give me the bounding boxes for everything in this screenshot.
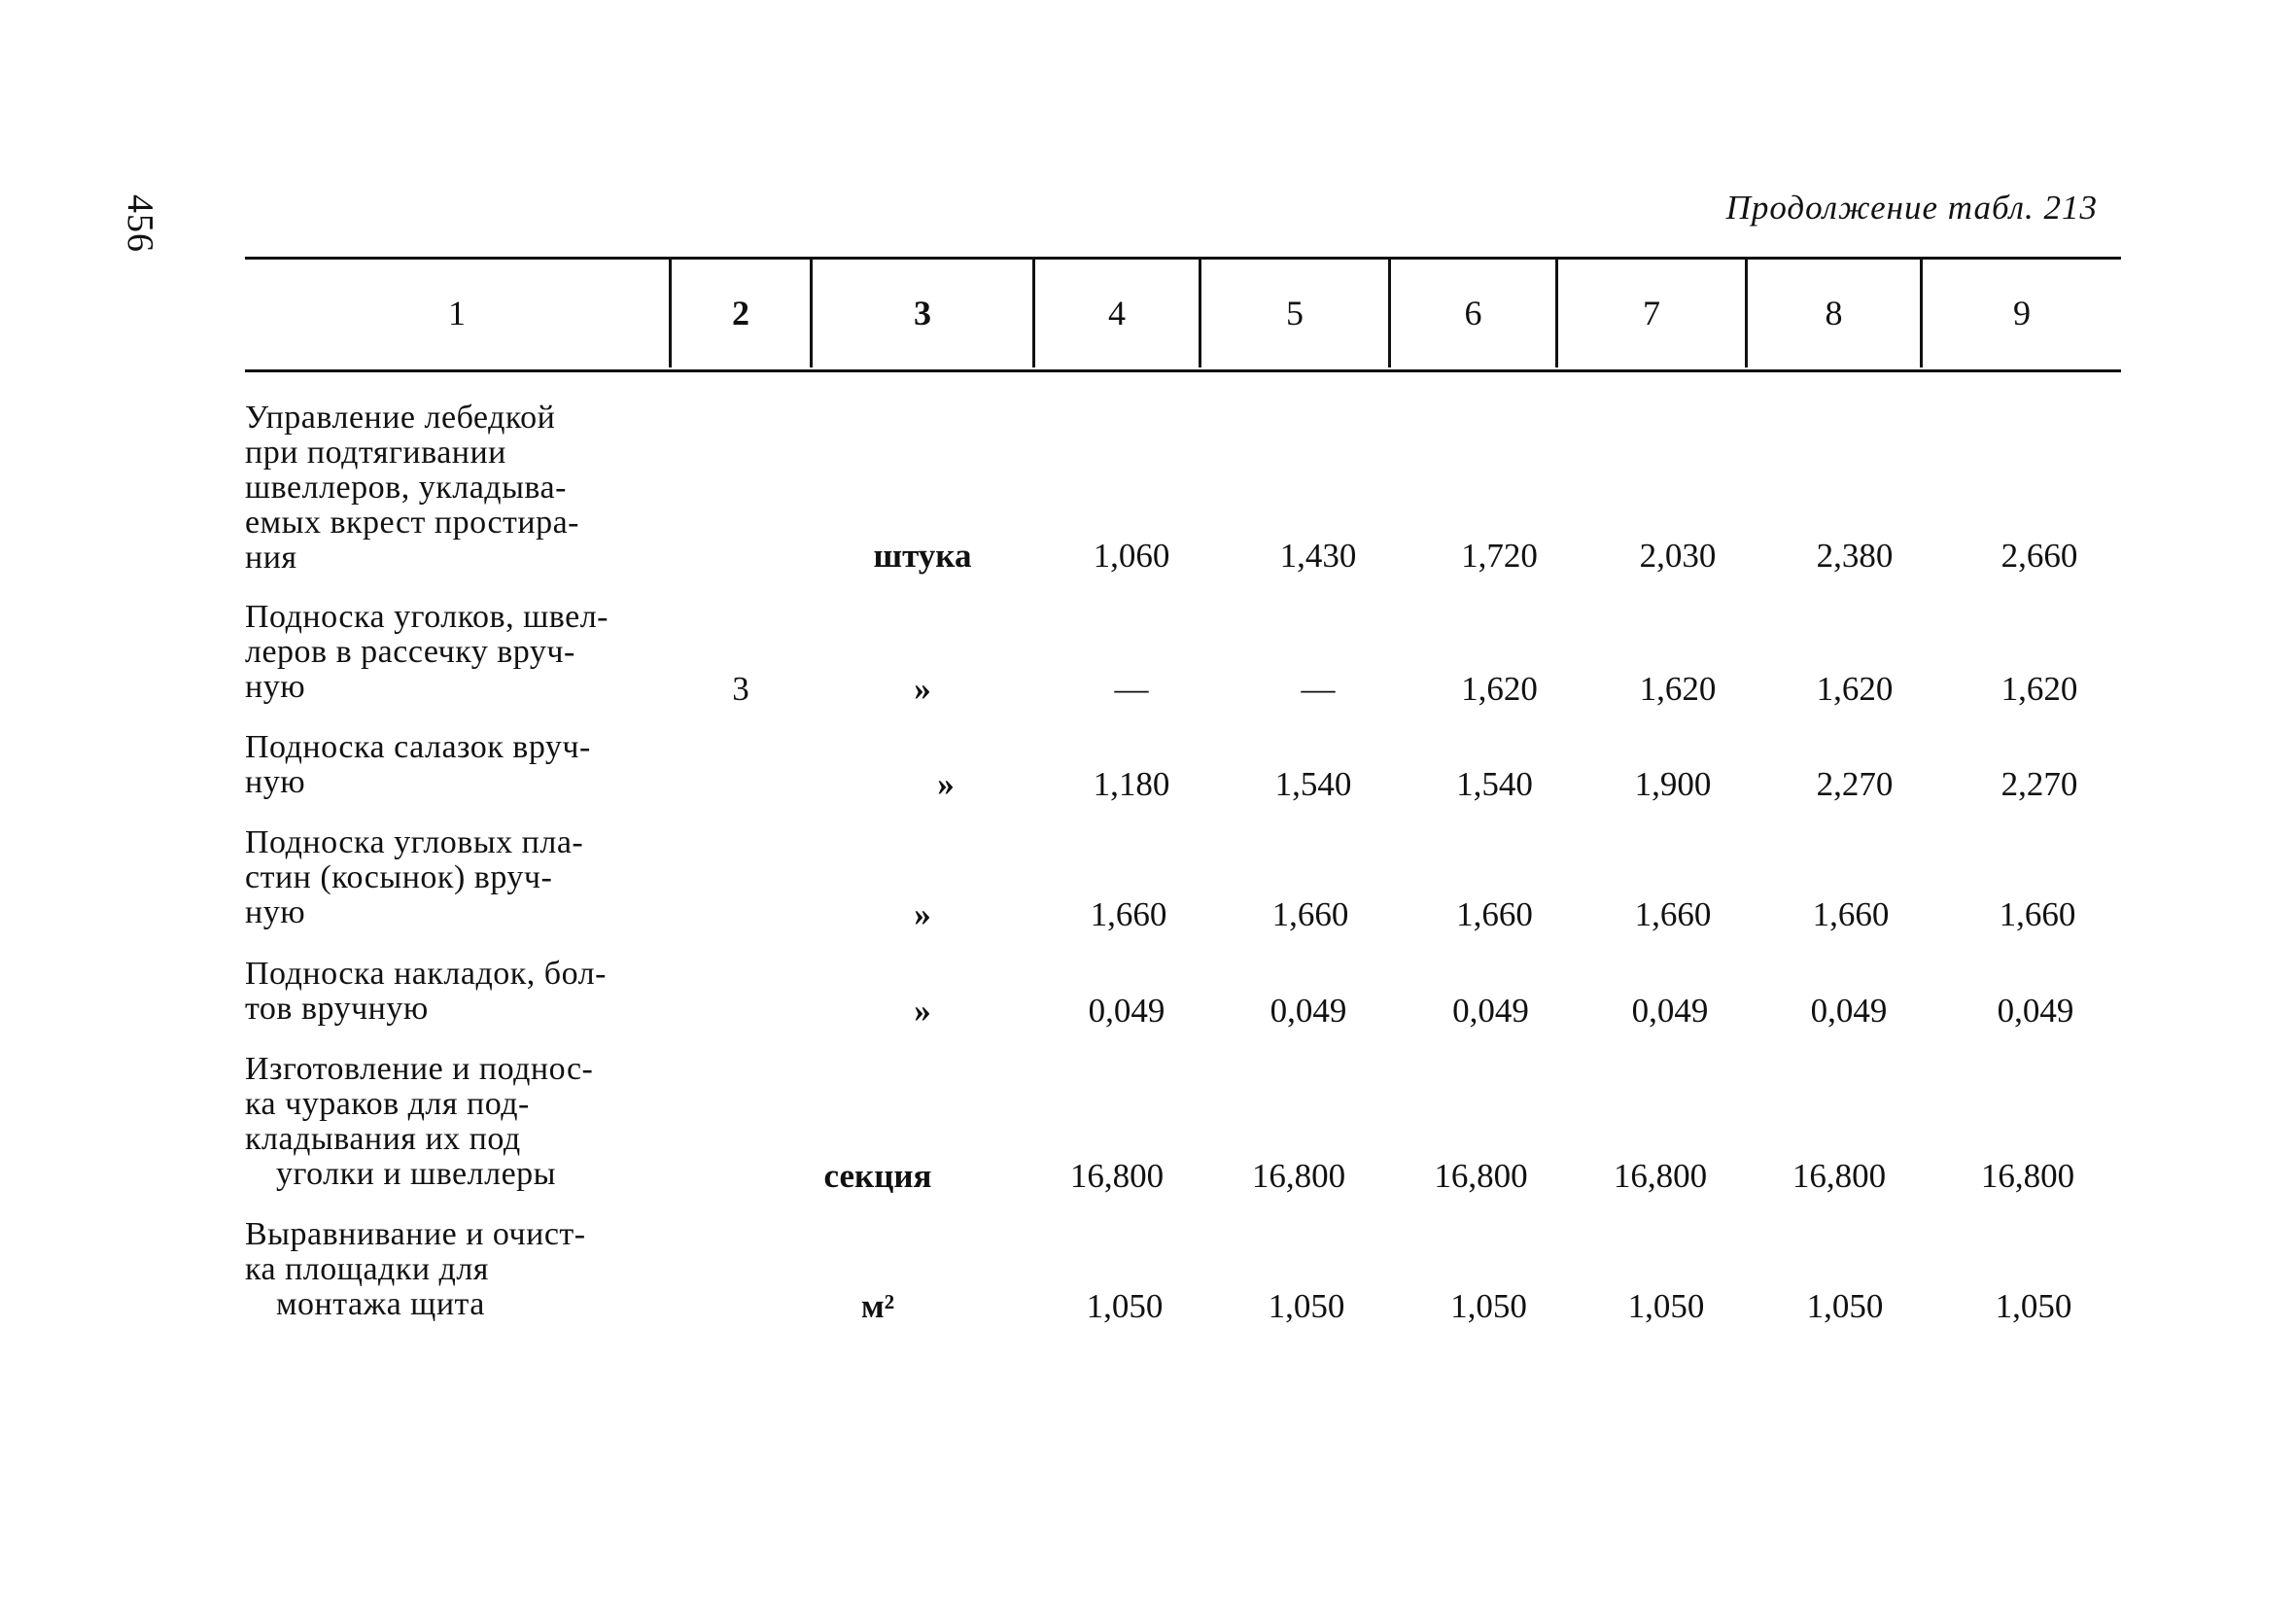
row-value-9: 2,270 — [2000, 765, 2078, 803]
row-value-9: 2,660 — [2000, 537, 2078, 575]
row-value-4: 1,050 — [1086, 1287, 1164, 1325]
column-header-7: 7 — [1643, 294, 1660, 332]
row-value-6: 1,620 — [1461, 670, 1538, 708]
table-header-rule — [245, 369, 2121, 372]
row-value-7: 16,800 — [1613, 1157, 1708, 1195]
row-description: Выравнивание и очист- ка площадки для монтажа щита — [245, 1216, 586, 1322]
column-header-5: 5 — [1286, 294, 1304, 332]
row-value-7: 1,050 — [1627, 1287, 1705, 1325]
row-value-8: 1,050 — [1806, 1287, 1884, 1325]
row-value-4: — — [1114, 670, 1149, 708]
row-unit: » — [914, 670, 931, 708]
row-value-5: — — [1301, 670, 1336, 708]
row-unit: штука — [873, 537, 972, 575]
row-value-6: 16,800 — [1434, 1157, 1528, 1195]
table-continuation-title: Продолжение табл. 213 — [1725, 189, 2098, 227]
row-value-4: 1,060 — [1093, 537, 1170, 575]
row-value-5: 1,540 — [1274, 765, 1352, 803]
column-header-4: 4 — [1108, 294, 1126, 332]
row-unit: » — [937, 765, 955, 803]
row-value-8: 1,660 — [1812, 895, 1890, 933]
row-description: Управление лебедкой при подтягивании швеллеров, укладыва- емых вкрест простира- ния — [245, 400, 580, 576]
row-unit: секция — [823, 1157, 932, 1195]
row-description: Изготовление и поднос- ка чураков для под- кладывания их под уголки и швеллеры — [245, 1051, 594, 1192]
row-value-8: 1,620 — [1816, 670, 1894, 708]
row-value-7: 1,620 — [1639, 670, 1717, 708]
row-value-5: 0,049 — [1270, 992, 1347, 1030]
column-header-1: 1 — [448, 294, 466, 332]
row-value-9: 1,620 — [2000, 670, 2078, 708]
row-value-5: 1,660 — [1271, 895, 1349, 933]
row-col2: 3 — [732, 670, 749, 708]
row-description: Подноска накладок, бол- тов вручную — [245, 956, 607, 1027]
column-header-9: 9 — [2013, 294, 2031, 332]
row-value-9: 1,050 — [1995, 1287, 2072, 1325]
row-value-9: 0,049 — [1997, 992, 2074, 1030]
row-unit: » — [914, 895, 931, 933]
column-header-6: 6 — [1464, 294, 1482, 332]
row-value-6: 1,720 — [1461, 537, 1538, 575]
row-value-6: 0,049 — [1452, 992, 1529, 1030]
row-value-7: 0,049 — [1631, 992, 1709, 1030]
page-number: 456 — [120, 194, 160, 253]
row-unit: м² — [860, 1287, 895, 1325]
column-header-3: 3 — [914, 294, 931, 332]
row-value-6: 1,050 — [1450, 1287, 1527, 1325]
row-value-9: 1,660 — [1999, 895, 2076, 933]
row-value-8: 16,800 — [1792, 1157, 1887, 1195]
row-value-5: 1,050 — [1268, 1287, 1345, 1325]
row-value-8: 2,270 — [1816, 765, 1894, 803]
row-description: Подноска уголков, швел- леров в рассечку вруч- ную — [245, 599, 609, 705]
row-value-5: 1,430 — [1279, 537, 1357, 575]
table-top-rule — [245, 257, 2121, 260]
row-unit: » — [914, 992, 931, 1030]
column-header-8: 8 — [1825, 294, 1843, 332]
row-value-6: 1,660 — [1456, 895, 1533, 933]
row-value-8: 2,380 — [1816, 537, 1894, 575]
row-value-4: 1,660 — [1090, 895, 1167, 933]
column-header-2: 2 — [732, 294, 749, 332]
row-value-6: 1,540 — [1456, 765, 1533, 803]
row-value-4: 1,180 — [1093, 765, 1170, 803]
row-value-5: 16,800 — [1251, 1157, 1346, 1195]
row-value-9: 16,800 — [1980, 1157, 2075, 1195]
row-value-7: 1,900 — [1634, 765, 1712, 803]
row-value-7: 1,660 — [1634, 895, 1712, 933]
row-description: Подноска угловых пла- стин (косынок) вруч- ную — [245, 824, 584, 930]
row-value-4: 16,800 — [1069, 1157, 1165, 1195]
row-value-4: 0,049 — [1088, 992, 1165, 1030]
row-value-7: 2,030 — [1639, 537, 1717, 575]
row-description: Подноска салазок вруч- ную — [245, 729, 591, 800]
row-value-8: 0,049 — [1810, 992, 1888, 1030]
